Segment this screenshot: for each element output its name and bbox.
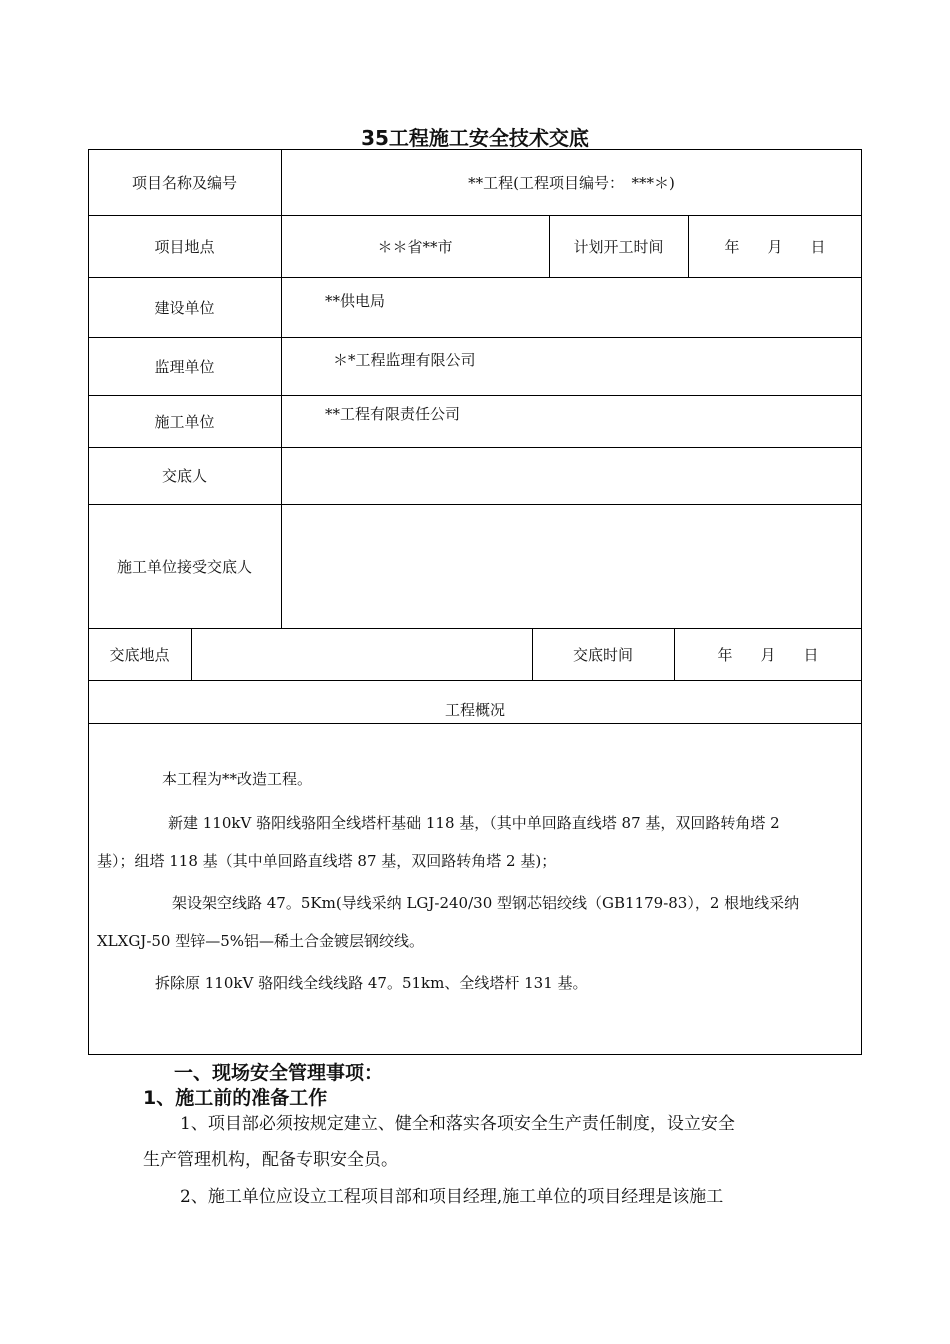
plan-start-label: 计划开工时间 xyxy=(573,237,664,256)
overview-paragraph: XLXGJ-50 型锌—5%铝—稀土合金镀层钢绞线。 xyxy=(97,932,425,950)
body-paragraph: 2、施工单位应设立工程项目部和项目经理,施工单位的项目经理是该施工 xyxy=(180,1187,724,1207)
brief-time-month: 月 xyxy=(760,645,776,664)
brief-time-date xyxy=(674,628,862,680)
project-name-label: 项目名称及编号 xyxy=(131,173,237,192)
location-label: 项目地点 xyxy=(154,237,215,256)
constructor-label: 施工单位 xyxy=(154,412,215,431)
supervisor-value: ＊*工程监理有限公司 xyxy=(333,350,476,369)
supervisor-label: 监理单位 xyxy=(154,357,215,376)
brief-time-label: 交底时间 xyxy=(572,645,633,664)
location-value: ＊＊省**市 xyxy=(377,237,453,256)
table-rule xyxy=(88,723,862,724)
body-paragraph: 1、项目部必须按规定建立、健全和落实各项安全生产责任制度，设立安全 xyxy=(180,1114,735,1134)
plan-start-month: 月 xyxy=(767,237,783,256)
brief-place-value xyxy=(191,628,532,680)
briefer-label: 交底人 xyxy=(161,467,207,485)
subsection-heading: 1、施工前的准备工作 xyxy=(143,1087,328,1109)
overview-header: 工程概况 xyxy=(444,701,505,719)
section-heading: 一、现场安全管理事项： xyxy=(174,1062,384,1084)
receiver-value xyxy=(281,504,862,628)
builder-value: **供电局 xyxy=(325,291,386,310)
plan-start-day: 日 xyxy=(810,237,826,256)
brief-place-label: 交底地点 xyxy=(109,645,170,664)
constructor-value: **工程有限责任公司 xyxy=(325,404,461,423)
briefer-value xyxy=(281,447,862,504)
overview-paragraph: 架设架空线路 47。5Km(导线采纳 LGJ-240/30 型钢芯铝绞线（GB1179-83），2 根地线采纳 xyxy=(172,894,800,912)
project-name-value: **工程(工程项目编号： ***＊) xyxy=(468,173,675,192)
receiver-label: 施工单位接受交底人 xyxy=(116,557,252,576)
body-paragraph: 生产管理机构，配备专职安全员。 xyxy=(143,1150,398,1170)
overview-paragraph: 本工程为**改造工程。 xyxy=(162,770,313,788)
brief-time-year: 年 xyxy=(717,645,733,664)
plan-start-year: 年 xyxy=(724,237,740,256)
builder-label: 建设单位 xyxy=(154,298,215,317)
overview-paragraph: 新建 110kV 骆阳线骆阳全线塔杆基础 118 基，（其中单回路直线塔 87 基，双回路转角塔 2 xyxy=(168,814,780,832)
plan-start-date xyxy=(688,215,862,277)
document-title: 35工程施工安全技术交底 xyxy=(361,126,589,150)
overview-paragraph: 拆除原 110kV 骆阳线全线线路 47。51km、全线塔杆 131 基。 xyxy=(155,974,588,992)
overview-paragraph: 基）；组塔 118 基（其中单回路直线塔 87 基，双回路转角塔 2 基)； xyxy=(97,852,557,870)
brief-time-day: 日 xyxy=(803,645,819,664)
